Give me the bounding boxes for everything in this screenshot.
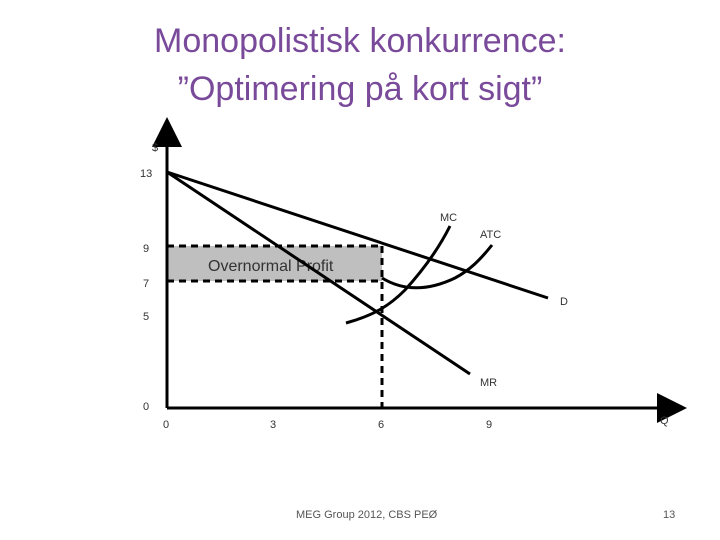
y-tick-7: 7	[143, 278, 150, 290]
mr-label: MR	[480, 377, 498, 389]
slide-title-line-1: Monopolistisk konkurrence:	[154, 22, 566, 60]
y-tick-9: 9	[143, 243, 150, 255]
x-axis-label: Q	[660, 415, 669, 427]
mc-label: MC	[440, 212, 458, 224]
slide-title-line-2: ”Optimering på kort sigt”	[177, 70, 543, 108]
x-tick-3: 3	[270, 419, 277, 431]
y-tick-13: 13	[140, 168, 153, 180]
y-tick-0: 0	[143, 401, 150, 413]
profit-label: Overnormal Profit	[208, 258, 334, 275]
atc-label: ATC	[480, 229, 502, 241]
y-axis-label: $	[152, 142, 159, 154]
demand-label: D	[560, 296, 568, 308]
y-tick-5: 5	[143, 311, 150, 323]
x-tick-9: 9	[486, 419, 493, 431]
footer-text: MEG Group 2012, CBS PEØ	[296, 509, 438, 521]
x-tick-6: 6	[378, 419, 385, 431]
x-tick-0: 0	[163, 419, 170, 431]
page-number: 13	[663, 509, 676, 521]
